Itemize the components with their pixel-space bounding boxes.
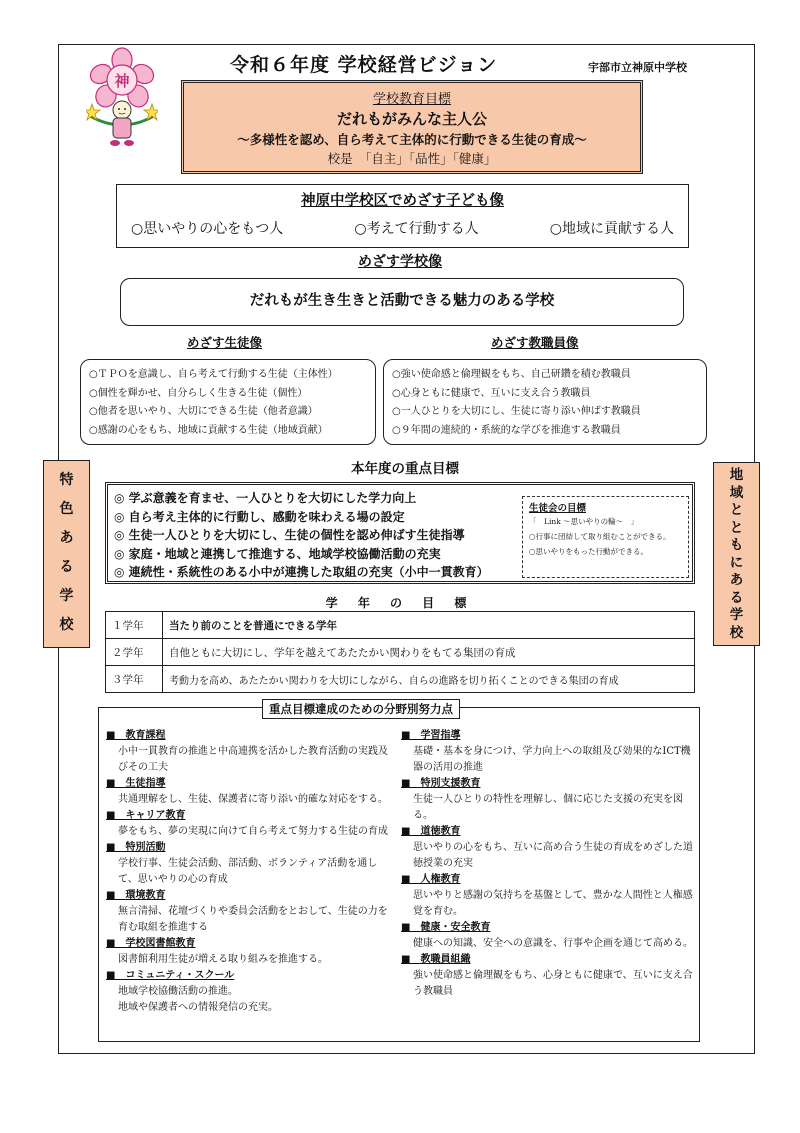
focus-goal-item: ◎ 家庭・地域と連携して推進する、地域学校協働活動の充実	[114, 546, 441, 561]
side-left-char: 学	[59, 588, 74, 604]
efforts-right-column	[401, 728, 693, 1000]
efforts-title: 重点目標達成のための分野別努力点	[262, 699, 460, 719]
student-council-item: ○思いやりをもった行動ができる。	[529, 547, 649, 556]
focus-goals-title: 本年度の重点目標	[351, 461, 459, 477]
education-goal-label: 学校教育目標	[372, 92, 451, 107]
effort-heading: ■ 学校図書館教育	[106, 938, 196, 949]
staff-image-item: ○９年間の連続的・系統的な学びを推進する教職員	[392, 424, 621, 436]
student-image-item: ○個性を輝かせ、自分らしく生きる生徒（個性）	[89, 387, 308, 399]
student-council-title: 生徒会の目標	[529, 503, 587, 514]
child-image-box	[116, 184, 689, 248]
focus-goals-box	[105, 482, 695, 584]
student-image-item: ○感謝の心をもち、地域に貢献する生徒（地域貢献）	[89, 424, 328, 436]
effort-body: 基礎・基本を身につけ、学力向上への取組及び効果的なICT機器の活用の推進	[413, 746, 691, 773]
effort-body: 無言清掃、花壇づくりや委員会活動をとおして、生徒の力を育む取組を推進する	[118, 906, 388, 933]
child-image-item: ○思いやりの心をもつ人	[131, 221, 284, 237]
side-right-char: 学	[729, 607, 744, 623]
student-image-title: めざす生徒像	[187, 335, 263, 350]
mascot-char: 神	[114, 72, 130, 90]
student-council-box	[522, 496, 689, 578]
efforts-left-column	[106, 728, 391, 1016]
school-image-text: だれもが生き生きと活動できる魅力のある学校	[120, 278, 684, 326]
effort-heading: ■ 生徒指導	[106, 778, 166, 789]
side-right-char: る	[729, 589, 744, 606]
effort-body: 強い使命感と倫理観をもち、心身ともに健康で、互いに支え合う教職員	[413, 970, 693, 997]
effort-heading: ■ 特別活動	[106, 842, 166, 853]
effort-heading: ■ 教職員組織	[401, 954, 471, 965]
grade-label: １学年	[106, 612, 163, 639]
effort-body: 地域学校協働活動の推進。	[118, 986, 238, 997]
student-image-item: ○他者を思いやり、大切にできる生徒（他者意識）	[89, 406, 318, 417]
effort-heading: ■ 教育課程	[106, 730, 166, 741]
grade-goal: 当たり前のことを普通にできる学年	[163, 612, 695, 639]
side-left-char: 特	[59, 472, 74, 488]
side-right-char: 校	[729, 624, 744, 641]
side-left-char: る	[59, 559, 74, 575]
effort-body: 生徒一人ひとりの特性を理解し、個に応じた支援の充実を図る。	[413, 794, 683, 821]
side-label-left	[43, 460, 90, 648]
education-goal-sub: ～多様性を認め、自ら考えて主体的に行動できる生徒の育成～	[237, 132, 587, 147]
effort-heading: ■ 環境教育	[106, 890, 166, 901]
education-goal-main: だれもがみんな主人公	[336, 110, 487, 128]
effort-body: 地域や保護者への情報発信の充実。	[118, 1002, 278, 1013]
student-image-item: ○ＴＰＯを意識し、自ら考えて行動する生徒（主体性）	[89, 369, 338, 380]
child-image-item: ○地域に貢献する人	[549, 221, 674, 237]
school-image-title: めざす学校像	[358, 254, 442, 270]
education-goal-box	[181, 80, 643, 174]
school-name: 宇部市立神原中学校	[588, 61, 687, 74]
efforts-box	[98, 707, 700, 1042]
side-right-char: と	[729, 519, 744, 536]
staff-image-box	[383, 359, 707, 445]
effort-body: 小中一貫教育の推進と中高連携を活かした教育活動の実践及びその工夫	[118, 746, 388, 773]
side-right-char: あ	[729, 572, 744, 588]
staff-image-item: ○心身ともに健康で、互いに支え合う教職員	[392, 387, 591, 399]
side-right-char: 域	[729, 484, 744, 501]
student-council-item: ○行事に団結して取り組むことができる。	[529, 532, 671, 541]
effort-body: 学校行事、生徒会活動、部活動、ボランティア活動を通して、思いやりの心の育成	[118, 858, 378, 885]
effort-heading: ■ 人権教育	[401, 874, 461, 885]
effort-body: 共通理解をし、生徒、保護者に寄り添い的確な対応をする。	[118, 794, 388, 805]
grade-label: ３学年	[106, 666, 163, 693]
staff-image-title: めざす教職員像	[491, 335, 579, 350]
effort-heading: ■ 学習指導	[401, 730, 461, 741]
effort-heading: ■ コミュニティ・スクール	[106, 970, 235, 981]
focus-goal-item: ◎ 学ぶ意義を育ませ、一人ひとりを大切にした学力向上	[114, 491, 417, 505]
effort-heading: ■ 道徳教育	[401, 826, 461, 837]
side-right-char: も	[729, 537, 744, 553]
side-left-char: 校	[59, 617, 74, 633]
side-right-char: 地	[729, 467, 744, 483]
side-left-char: 色	[59, 501, 74, 517]
focus-goal-item: ◎ 自ら考え主体的に行動し、感動を味わえる場の設定	[114, 509, 405, 524]
effort-body: 夢をもち、夢の実現に向けて自ら考えて努力する生徒の育成	[118, 826, 388, 837]
grade-goals-table	[105, 611, 695, 693]
effort-body: 思いやりと感謝の気持ちを基盤として、豊かな人間性と人権感覚を育む。	[413, 890, 693, 917]
grade-goal: 自他ともに大切にし、学年を越えてあたたかい関わりをもてる集団の育成	[163, 639, 695, 666]
focus-goal-item: ◎ 連続性・系統性のある小中が連携した取組の充実（小中一貫教育）	[114, 565, 489, 579]
effort-heading: ■ 特別支援教育	[401, 778, 481, 789]
effort-body: 健康への知識、安全への意識を、行事や企画を通じて高める。	[413, 938, 693, 949]
table-row	[106, 639, 695, 666]
grade-label: ２学年	[106, 639, 163, 666]
child-image-item: ○考えて行動する人	[354, 221, 479, 237]
effort-body: 思いやりの心をもち、互いに高め合う生徒の育成をめざした道徳授業の充実	[413, 842, 693, 869]
student-image-box	[80, 359, 376, 445]
effort-heading: ■ 健康・安全教育	[401, 922, 491, 933]
side-left-char: あ	[59, 530, 74, 546]
child-image-title: 神原中学校区でめざす子ども像	[301, 193, 504, 209]
side-right-char: に	[729, 554, 744, 571]
grade-goals-title: 学 年 の 目 標	[325, 596, 475, 610]
side-right-char: と	[729, 502, 744, 518]
focus-goal-item: ◎ 生徒一人ひとりを大切にし、生徒の個性を認め伸ばす生徒指導	[114, 528, 465, 542]
mascot-illustration	[86, 46, 158, 152]
table-row	[106, 612, 695, 639]
staff-image-item: ○一人ひとりを大切にし、生徒に寄り添い伸ばす教職員	[392, 406, 641, 417]
side-label-right	[713, 462, 760, 646]
staff-image-item: ○強い使命感と倫理観をもち、自己研鑽を積む教職員	[392, 369, 631, 380]
table-row	[106, 666, 695, 693]
effort-heading: ■ キャリア教育	[106, 810, 186, 821]
effort-body: 図書館利用生徒が増える取り組みを推進する。	[118, 954, 328, 965]
school-motto: 校是 「自主」「品性」「健康」	[327, 151, 497, 166]
grade-goal: 考動力を高め、あたたかい関わりを大切にしながら、自らの進路を切り拓くことのできる集団の育成	[163, 666, 695, 693]
page-title: 令和６年度 学校経営ビジョン	[230, 54, 498, 76]
student-council-slogan: 「 Link ～思いやりの輪～ 」	[529, 517, 639, 526]
